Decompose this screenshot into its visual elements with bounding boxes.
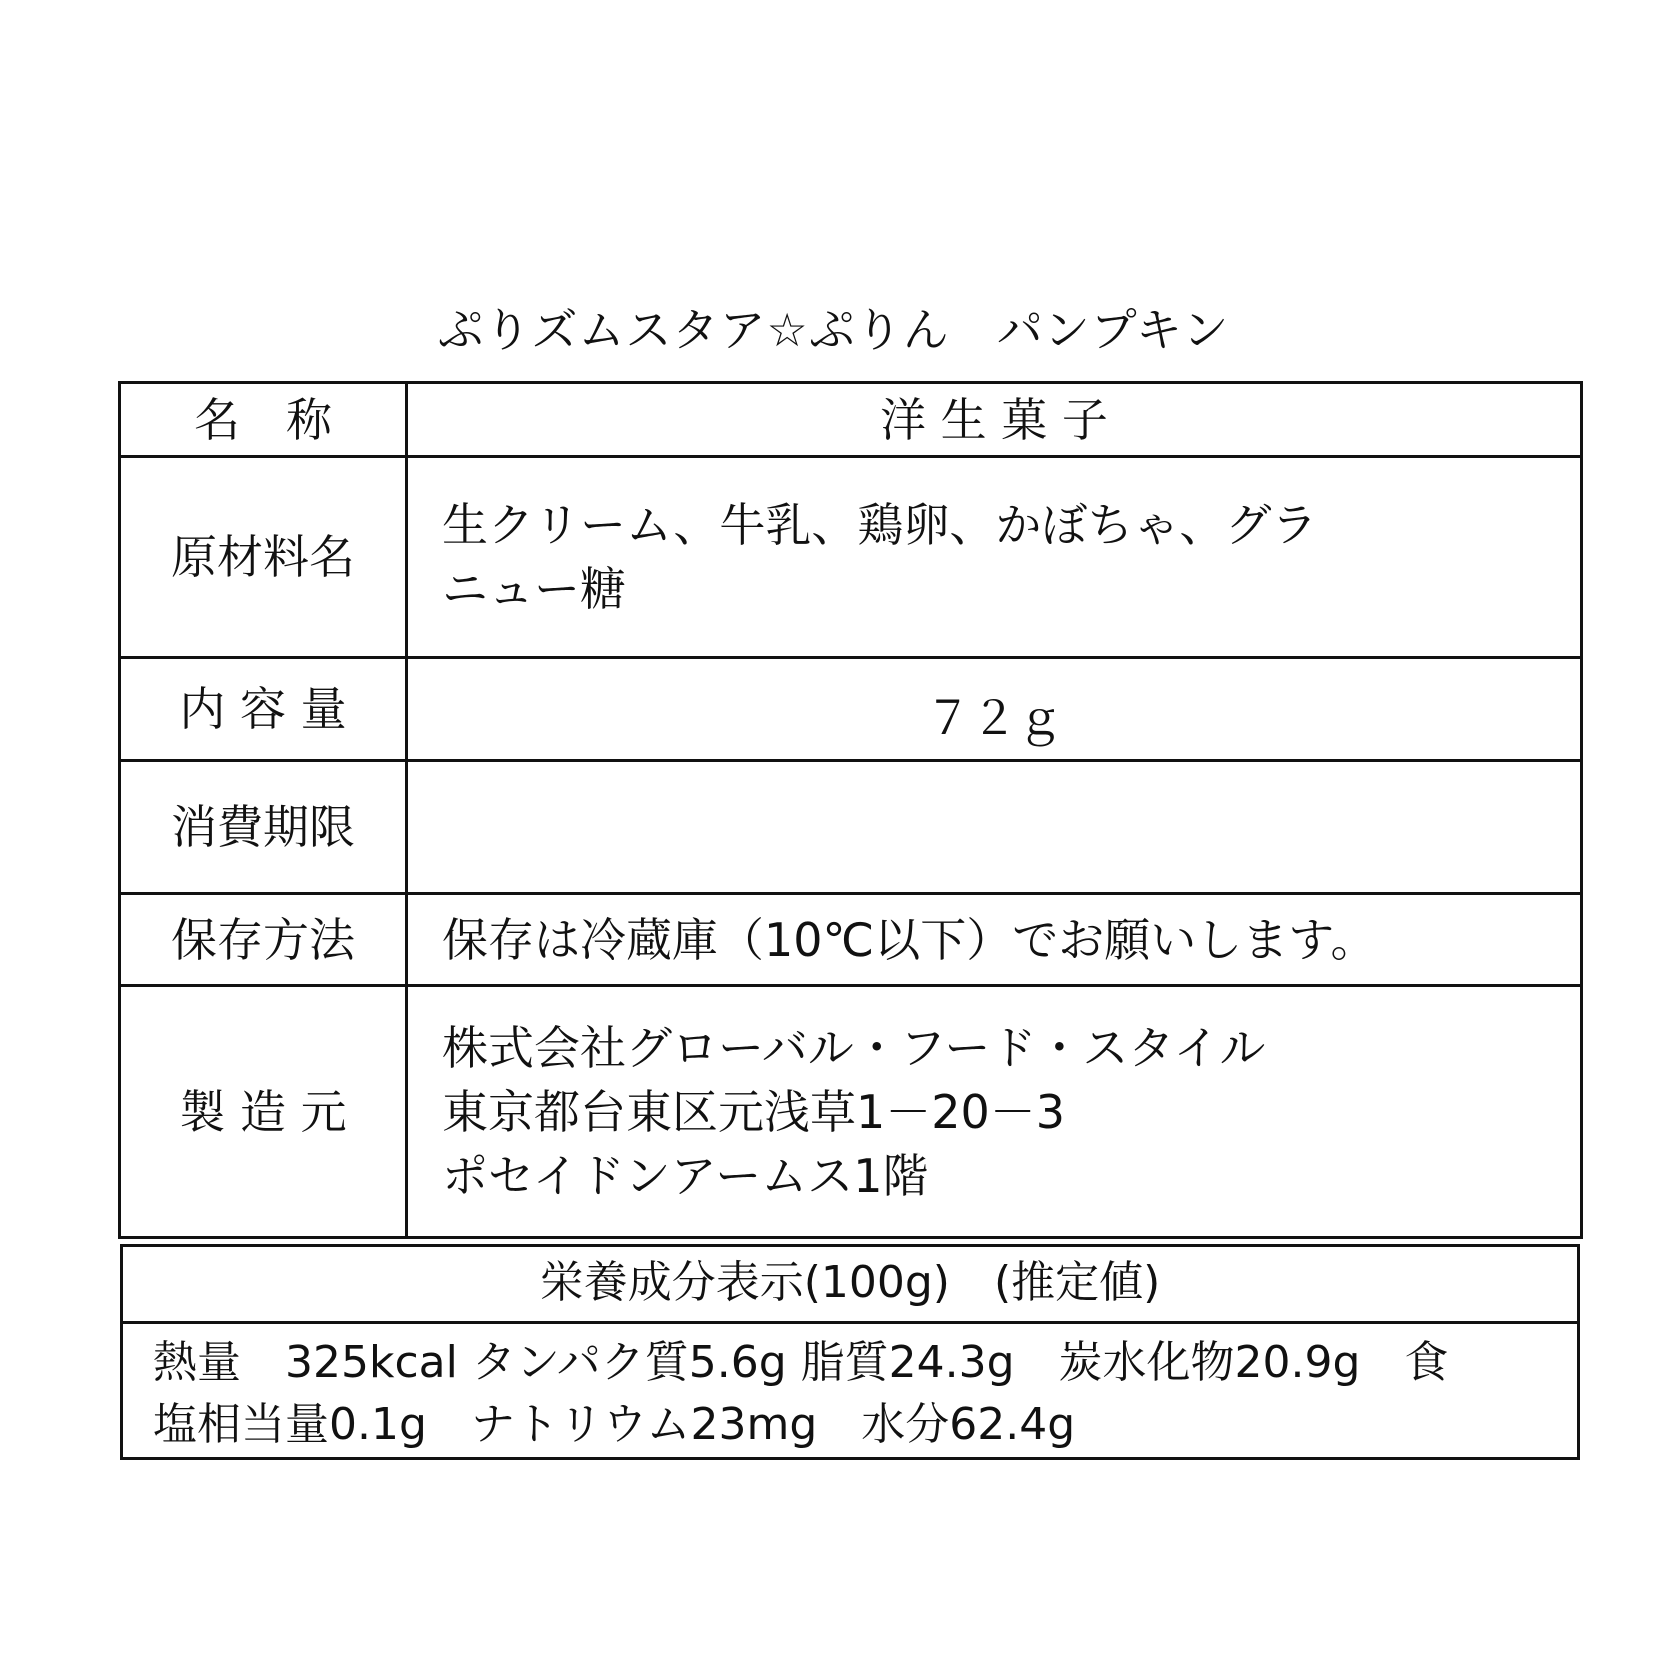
storage-label: 保存方法 <box>120 894 407 986</box>
maker-line: 株式会社グローバル・フード・スタイル <box>442 1020 1266 1075</box>
maker-line: ポセイドンアームス1階 <box>442 1148 929 1203</box>
row-ingredients <box>120 457 1582 658</box>
name-value: 洋 生 菓 子 <box>407 383 1582 457</box>
content-value: ７２ｇ <box>407 658 1582 761</box>
row-maker <box>120 986 1582 1238</box>
nutrition-facts-box <box>120 1244 1580 1460</box>
nutrition-line: 塩相当量0.1g ナトリウム23mg 水分62.4g <box>153 1399 1076 1450</box>
content-label: 内 容 量 <box>120 658 407 761</box>
name-label: 名 称 <box>120 383 407 457</box>
storage-value: 保存は冷蔵庫（10℃以下）でお願いします。 <box>407 894 1582 986</box>
food-label-table <box>118 381 1583 1239</box>
ingredients-label: 原材料名 <box>120 457 407 658</box>
maker-value <box>407 986 1582 1238</box>
row-content <box>120 658 1582 761</box>
expiry-label: 消費期限 <box>120 761 407 894</box>
nutrition-line: 熱量 325kcal タンパク質5.6g 脂質24.3g 炭水化物20.9g 食 <box>153 1337 1449 1388</box>
ingredients-value <box>407 457 1582 658</box>
nutrition-header: 栄養成分表示(100g) (推定値) <box>123 1247 1577 1324</box>
row-storage <box>120 894 1582 986</box>
row-expiry <box>120 761 1582 894</box>
nutrition-body <box>123 1324 1577 1456</box>
maker-label: 製 造 元 <box>120 986 407 1238</box>
product-title: ぷりズムスタア☆ぷりん パンプキン <box>437 303 1230 357</box>
maker-line: 東京都台東区元浅草1－20－3 <box>442 1084 1066 1139</box>
row-name <box>120 383 1582 457</box>
ingredients-line: ニュー糖 <box>442 562 626 616</box>
ingredients-line: 生クリーム、牛乳、鶏卵、かぼちゃ、グラ <box>442 498 1318 552</box>
expiry-value <box>407 761 1582 894</box>
